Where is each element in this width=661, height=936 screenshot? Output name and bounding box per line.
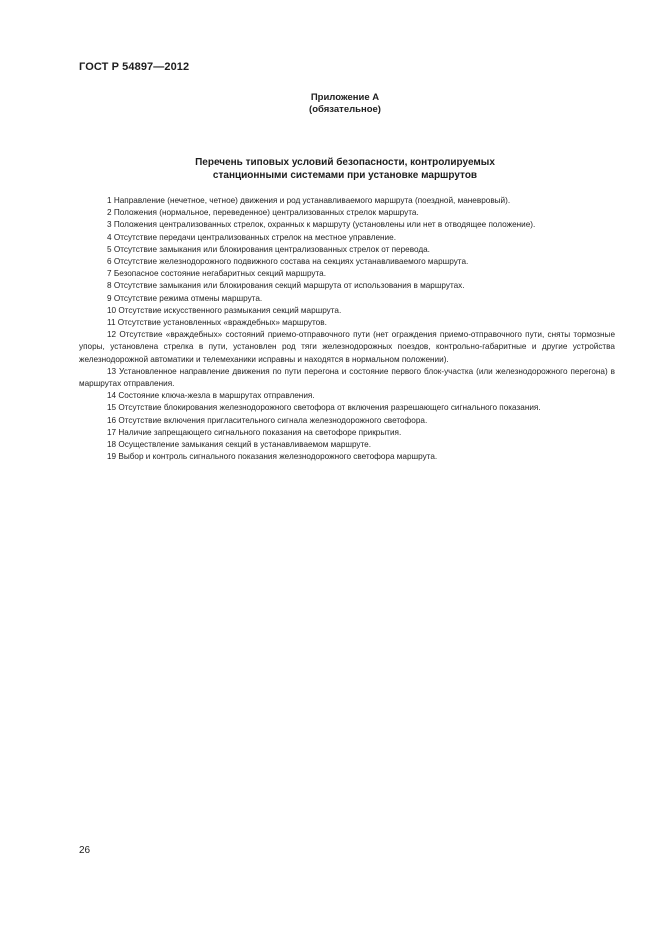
appendix-title: Приложение А (310, 92, 380, 103)
list-item-5: 5 Отсутствие замыкания или блокирования централизованных стрелок от перевода. (107, 244, 430, 254)
list-item-14: 14 Состояние ключа-жезла в маршрутах отправления. (107, 391, 315, 401)
page-number: 26 (79, 845, 91, 856)
list-item-12: 12 Отсутствие «враждебных» состояний приемо-отправочного пути (нет ограждения приемо-отправочного пути, сняты тормозные упоры, установлена стрелка в пути, установлен род тяги железнодорожных поездов, контрольно-габаритные и другие устройства железнодорожной автоматики и телемеханики исправны и находятся в нормальном положении). (79, 330, 615, 364)
list-item-3: 3 Положения централизованных стрелок, охранных к маршруту (установлены или нет в отводящее положение). (107, 220, 536, 230)
list-item-18: 18 Осуществление замыкания секций в устанавливаемом маршруте. (107, 440, 371, 450)
list-item-9: 9 Отсутствие режима отмены маршрута. (107, 293, 263, 303)
list-item-7: 7 Безопасное состояние негабаритных секций маршрута. (107, 269, 327, 279)
section-title (0, 156, 661, 182)
list-item-11: 11 Отсутствие установленных «враждебных» маршрутов. (107, 318, 327, 328)
list-item-6: 6 Отсутствие железнодорожного подвижного состава на секциях устанавливаемого маршрута. (107, 257, 469, 267)
list-item-8: 8 Отсутствие замыкания или блокирования секций маршрута от использования в маршрутах. (107, 281, 465, 291)
list-item-16: 16 Отсутствие включения пригласительного сигнала железнодорожного светофора. (107, 415, 428, 425)
list-item-1: 1 Направление (нечетное, четное) движения и род устанавливаемого маршрута (поездной, маневровый). (107, 196, 511, 205)
list-item-2: 2 Положения (нормальное, переведенное) централизованных стрелок маршрута. (107, 208, 419, 218)
list-item-19: 19 Выбор и контроль сигнального показания железнодорожного светофора маршрута. (107, 452, 438, 462)
document-standard-number: ГОСТ Р 54897—2012 (79, 61, 190, 73)
appendix-subtitle: (обязательное) (309, 104, 381, 115)
list-item-4: 4 Отсутствие передачи централизованных стрелок на местное управление. (107, 232, 396, 242)
appendix-heading (0, 92, 661, 116)
list-item-13: 13 Установленное направление движения по пути перегона и состояние первого блок-участка (или железнодорожного перегона) в маршрутах отправления. (79, 366, 615, 389)
section-title-line-1: Перечень типовых условий безопасности, контролируемых (195, 157, 495, 168)
section-title-line-2: станционными системами при установке маршрутов (212, 170, 478, 181)
conditions-list (79, 195, 615, 463)
list-item-15: 15 Отсутствие блокирования железнодорожного светофора от включения разрешающего сигнального показания. (107, 403, 541, 413)
list-item-10: 10 Отсутствие искусственного размыкания секций маршрута. (107, 305, 342, 315)
list-item-17: 17 Наличие запрещающего сигнального показания на светофоре прикрытия. (107, 427, 402, 437)
